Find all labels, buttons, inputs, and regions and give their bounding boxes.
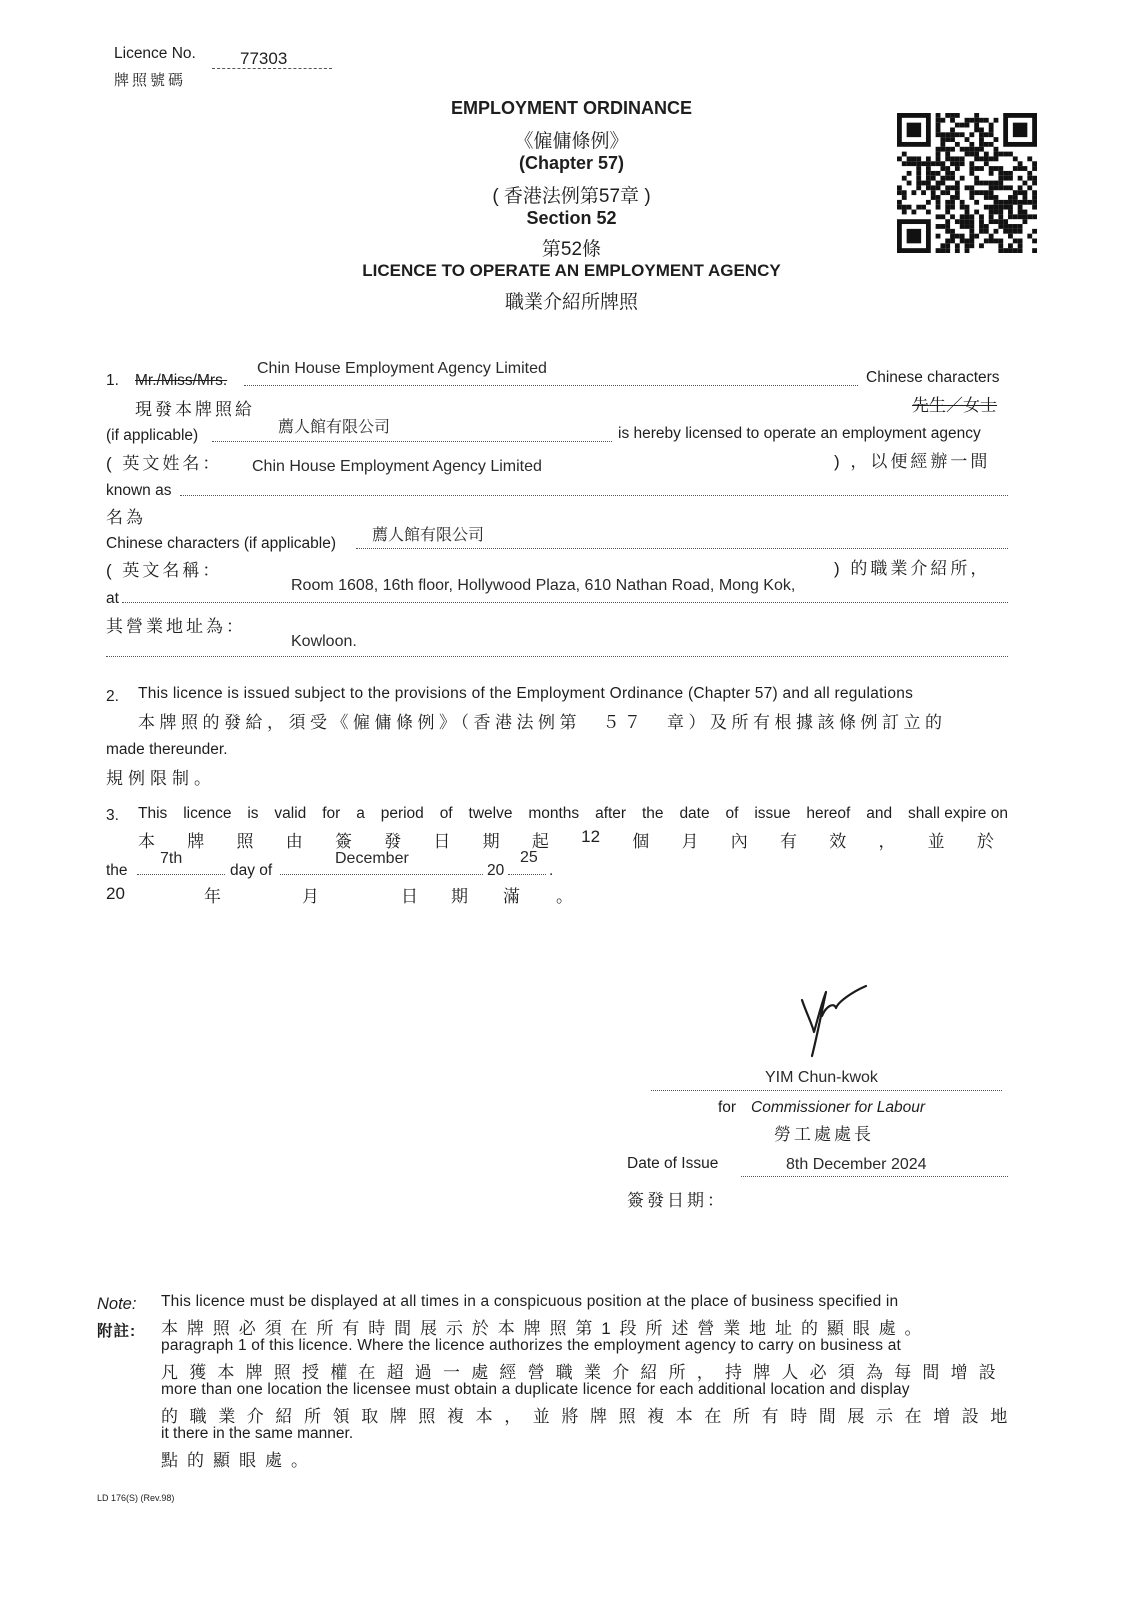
- address-line2-dots: [106, 656, 1008, 657]
- para3-the: the: [106, 862, 128, 879]
- licensee-name-en: Chin House Employment Agency Limited: [257, 360, 547, 377]
- para2-text-en2: made thereunder.: [106, 741, 228, 758]
- note-line-4: 凡獲本牌照授權在超過一處經營職業介紹所，持牌人必須為每間增設: [161, 1363, 1007, 1382]
- note-label: Note:: [97, 1295, 137, 1313]
- licensee-zh-line: [212, 441, 612, 442]
- known-as-label: known as: [106, 482, 172, 499]
- para3-number: 3.: [106, 807, 119, 824]
- chapter-zh: ( 香港法例第57章 ): [492, 186, 651, 207]
- expiry-year-line: [508, 874, 546, 875]
- english-name-zh-label: ( 英文姓名：: [106, 454, 223, 473]
- for-label: for: [718, 1099, 737, 1116]
- hereby-licensed-text: is hereby licensed to operate an employment agency: [618, 425, 981, 442]
- zh-nian: 年: [204, 887, 224, 906]
- commissioner-title: Commissioner for Labour: [751, 1099, 926, 1116]
- agency-zh-end: ) 的職業介紹所，: [834, 559, 991, 578]
- english-title-zh-label: ( 英文名稱：: [106, 561, 223, 580]
- known-as-line: [180, 495, 1008, 496]
- note-line-8: 點的顯眼處。: [161, 1451, 317, 1470]
- para2-text-zh: 本牌照的發給，須受《僱傭條例》（香港法例第 ５７ 章）及所有根據該條例訂立的: [138, 713, 947, 732]
- date-of-issue-label: Date of Issue: [627, 1155, 719, 1172]
- section: Section 52: [526, 208, 617, 228]
- qr-code-icon: [897, 113, 1037, 253]
- note-line-3: paragraph 1 of this licence. Where the licence authorizes the employment agency to carry on business at: [161, 1337, 902, 1354]
- licence-title-zh: 職業介紹所牌照: [504, 292, 638, 313]
- close-zh: ) ，以便經辦一間: [834, 452, 991, 471]
- ordinance-title-zh: 《僱傭條例》: [514, 131, 629, 152]
- note-line-2: 本牌照必須在所有時間展示於本牌照第1段所述營業地址的顯眼處。: [161, 1319, 931, 1338]
- para3-text-en: This licence is valid for a period of twelve months after the date of issue hereof and shall expire on: [138, 805, 1008, 822]
- address-zh-label: 其營業地址為：: [106, 617, 246, 636]
- zh-qi: 期: [451, 887, 471, 906]
- signer-name: YIM Chun-kwok: [765, 1069, 878, 1086]
- issue-zh: 現發本牌照給: [135, 400, 255, 419]
- para3-text-zh: 本 牌 照 由 簽 發 日 期 起 12 個 月 內 有 效 ， 並 於: [138, 827, 994, 851]
- signature-line: [651, 1090, 1002, 1091]
- signature-mark: [792, 980, 876, 1060]
- licence-title: LICENCE TO OPERATE AN EMPLOYMENT AGENCY: [362, 261, 781, 280]
- if-applicable-label: (if applicable): [106, 427, 199, 444]
- date-of-issue-line: [741, 1176, 1008, 1177]
- licence-no-label-zh: 牌照號碼: [114, 72, 187, 89]
- address-line1-dots: [122, 602, 1008, 603]
- licence-no-line: [212, 68, 332, 69]
- salutation-zh: 先生／女士: [912, 396, 997, 415]
- licence-no-label: Licence No.: [114, 45, 196, 62]
- salutation: Mr./Miss/Mrs.: [135, 372, 228, 389]
- zh-ri: 日: [401, 887, 421, 906]
- note-line-7: it there in the same manner.: [161, 1425, 354, 1442]
- year-prefix: 20: [487, 862, 505, 879]
- note-line-5: more than one location the licensee must obtain a duplicate licence for each additional location and display: [161, 1381, 910, 1398]
- note-line-6: 的職業介紹所領取牌照複本，並將牌照複本在所有時間展示在增設地: [161, 1407, 1019, 1426]
- expiry-day-line: [137, 874, 225, 875]
- agency-name-zh: 薦人館有限公司: [372, 527, 485, 544]
- para3-period: .: [549, 862, 554, 879]
- licence-no-value: 77303: [240, 49, 288, 68]
- date-of-issue-zh: 簽發日期：: [627, 1191, 727, 1210]
- date-of-issue-value: 8th December 2024: [786, 1156, 927, 1173]
- commissioner-title-zh: 勞工處處長: [774, 1125, 874, 1144]
- address-line1: Room 1608, 16th floor, Hollywood Plaza, 610 Nathan Road, Mong Kok,: [291, 577, 796, 594]
- note-label-zh: 附註:: [97, 1323, 137, 1340]
- zh-end: 。: [556, 887, 576, 906]
- licensee-name-zh: 薦人館有限公司: [278, 419, 391, 436]
- at-label: at: [106, 590, 119, 607]
- expiry-year: 25: [520, 849, 538, 866]
- expiry-month-line: [280, 874, 483, 875]
- note-line-1: This licence must be displayed at all times in a conspicuous position at the place of business specified in: [161, 1293, 899, 1310]
- para2-number: 2.: [106, 688, 119, 705]
- zh-yue: 月: [302, 887, 322, 906]
- chinese-characters-label: Chinese characters: [866, 369, 1000, 386]
- agency-name-en: Chin House Employment Agency Limited: [252, 458, 542, 475]
- expiry-month: December: [335, 850, 409, 867]
- chapter: (Chapter 57): [518, 153, 625, 173]
- form-code: LD 176(S) (Rev.98): [97, 1493, 175, 1503]
- para2-text-zh2: 規例限制。: [106, 769, 216, 788]
- licensee-line: [244, 385, 858, 386]
- section-zh: 第52條: [541, 239, 602, 260]
- zh-man: 滿: [503, 887, 523, 906]
- day-of-label: day of: [230, 862, 273, 879]
- expiry-day: 7th: [160, 850, 183, 867]
- ordinance-title: EMPLOYMENT ORDINANCE: [450, 98, 692, 118]
- zh-year-prefix: 20: [106, 884, 125, 903]
- known-as-zh: 名為: [106, 508, 146, 527]
- para1-number: 1.: [106, 372, 119, 389]
- address-line2: Kowloon.: [291, 633, 357, 650]
- agency-zh-line: [356, 548, 1008, 549]
- chinese-characters-applicable-label: Chinese characters (if applicable): [106, 535, 337, 552]
- para2-text-en: This licence is issued subject to the provisions of the Employment Ordinance (Chapter 57) and all regulations: [138, 685, 914, 702]
